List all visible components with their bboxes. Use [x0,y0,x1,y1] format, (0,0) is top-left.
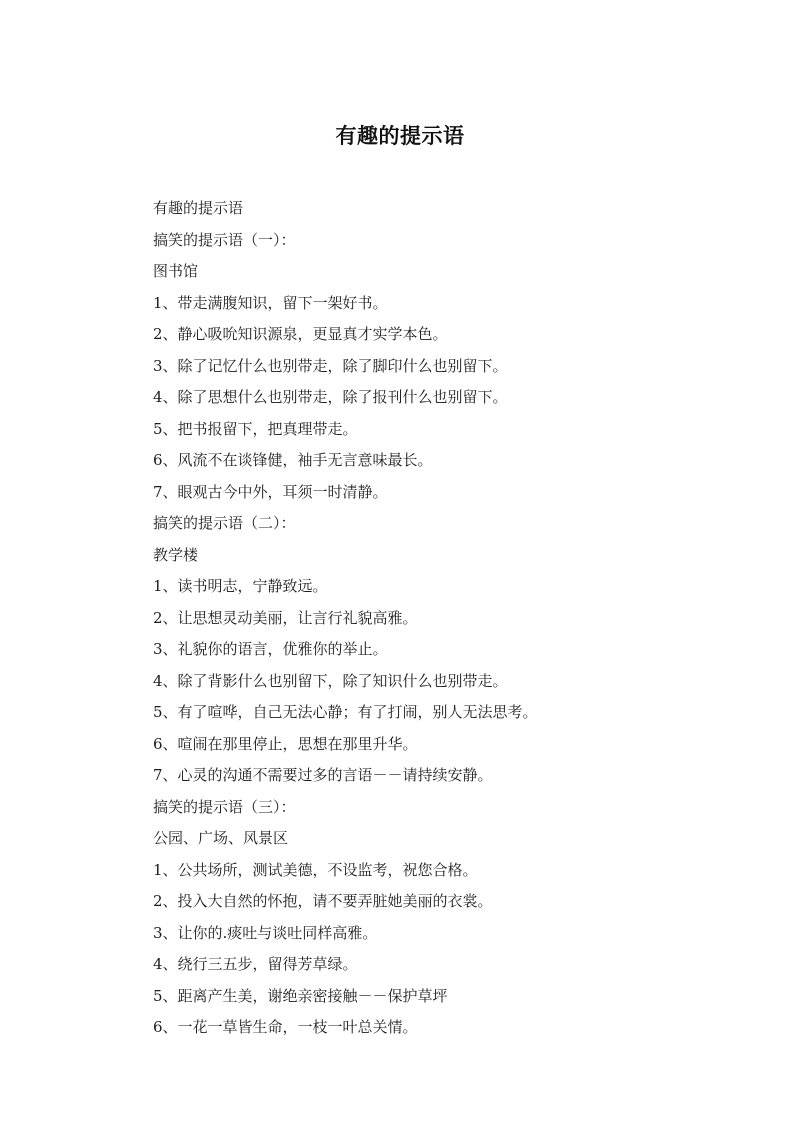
list-item: 3、让你的.痰吐与谈吐同样高雅。 [153,923,378,942]
section-heading: 搞笑的提示语（二）： [153,514,296,532]
list-item: 2、让思想灵动美丽，让言行礼貌高雅。 [153,608,418,627]
list-item: 1、公共场所，测试美德，不设监考，祝您合格。 [153,860,478,879]
list-item: 2、静心吸吮知识源泉，更显真才实学本色。 [153,325,448,343]
list-item: 6、喧闹在那里停止，思想在那里升华。 [153,734,418,753]
document-title: 有趣的提示语 [335,124,465,148]
list-item: 6、风流不在谈锋健，袖手无言意味最长。 [153,451,433,469]
document-body [153,193,753,1044]
section-heading: 搞笑的提示语（一）： [153,230,296,249]
list-item: 1、读书明志，宁静致远。 [153,577,328,595]
list-item: 4、绕行三五步，留得芳草绿。 [153,955,358,973]
category-label: 教学楼 [153,545,199,564]
list-item: 4、除了思想什么也别带走，除了报刊什么也别留下。 [153,388,508,406]
list-item: 4、除了背影什么也别留下，除了知识什么也别带走。 [153,671,508,690]
section-heading: 搞笑的提示语（三）： [153,797,296,816]
text-line: 有趣的提示语 [153,199,244,217]
list-item: 3、除了记忆什么也别带走，除了脚印什么也别留下。 [153,356,508,375]
list-item: 6、一花一草皆生命，一枝一叶总关情。 [153,1018,418,1036]
list-item: 7、眼观古今中外，耳须一时清静。 [153,482,388,501]
list-item: 1、带走满腹知识，留下一架好书。 [153,293,388,312]
list-item: 3、礼貌你的语言，优雅你的举止。 [153,640,388,658]
list-item: 2、投入大自然的怀抱，请不要弄脏她美丽的衣裳。 [153,892,493,910]
list-item: 5、有了喧哗，自己无法心静；有了打闹，别人无法思考。 [153,703,538,721]
list-item: 7、心灵的沟通不需要过多的言语－－请持续安静。 [153,766,493,784]
list-item: 5、把书报留下，把真理带走。 [153,419,358,438]
category-label: 图书馆 [153,262,199,280]
category-label: 公园、广场、风景区 [153,829,289,847]
list-item: 5、距离产生美，谢绝亲密接触－－保护草坪 [153,986,448,1005]
